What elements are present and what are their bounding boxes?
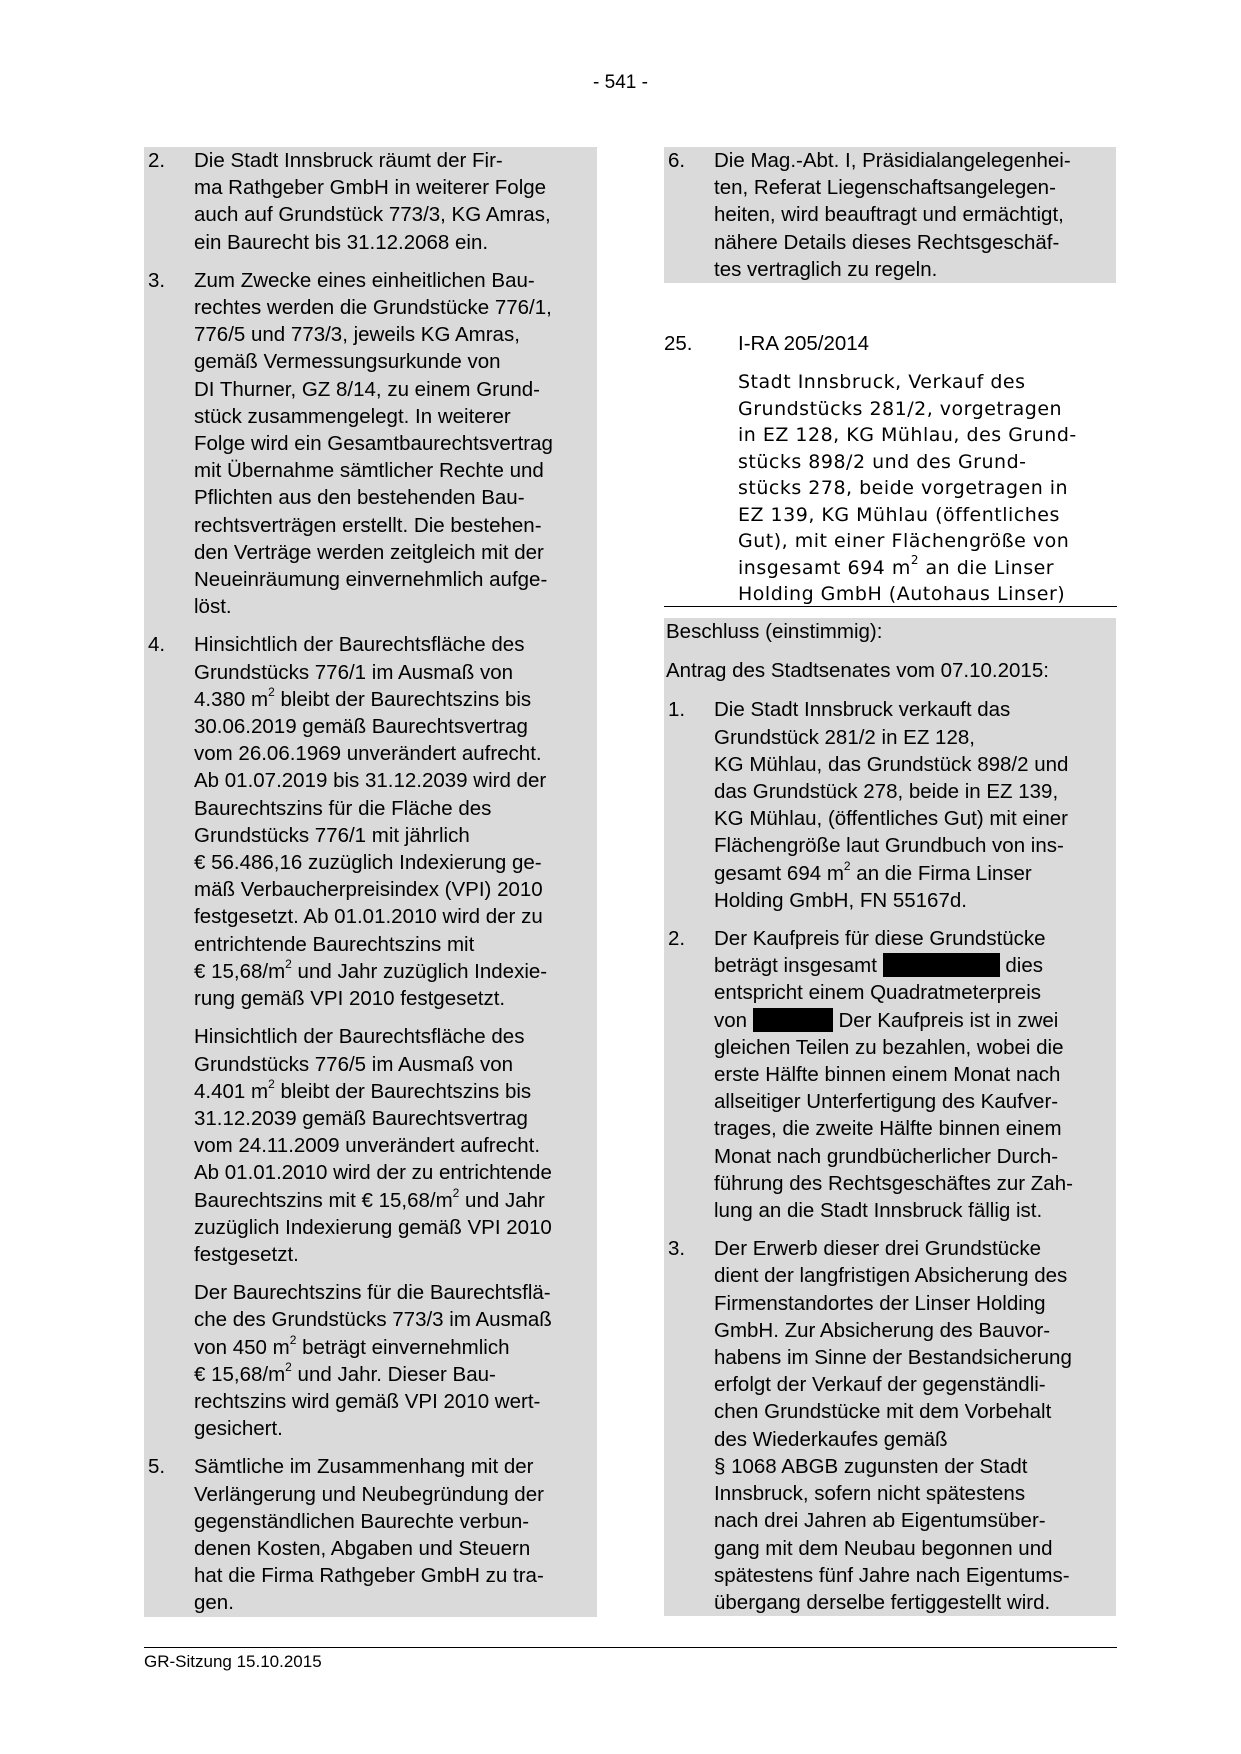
text-line: Ab 01.07.2019 bis 31.12.2039 wird der — [194, 769, 547, 793]
text-line: habens im Sinne der Bestandsicherung — [714, 1346, 1072, 1370]
item-number: 6. — [668, 149, 686, 172]
text-line: heiten, wird beauftragt und ermächtigt, — [714, 203, 1064, 227]
text-line: Grundstücks 776/1 mit jährlich — [194, 823, 470, 847]
text-line: ein Baurecht bis 31.12.2068 ein. — [194, 230, 489, 254]
text-line: trages, die zweite Hälfte binnen einem — [714, 1117, 1062, 1141]
text-line: Die Stadt Innsbruck räumt der Fir- — [194, 149, 503, 172]
text-line: dient der langfristigen Absicherung des — [714, 1264, 1068, 1288]
text-line: Verlängerung und Neubegründung der — [194, 1482, 544, 1506]
resolution-block — [664, 618, 1116, 1616]
right-top-block — [664, 147, 1116, 283]
text-line: Der Erwerb dieser drei Grundstücke — [714, 1237, 1041, 1261]
text-line: Holding GmbH, FN 55167d. — [714, 888, 967, 912]
text-line: erste Hälfte binnen einem Monat nach — [714, 1063, 1061, 1087]
text-line: entrichtende Baurechtszins mit — [194, 932, 475, 956]
text-line: gegenständlichen Baurechte verbun- — [194, 1509, 530, 1533]
text-line: festgesetzt. Ab 01.01.2010 wird der zu — [194, 905, 543, 929]
text-line: spätestens fünf Jahre nach Eigentums- — [714, 1563, 1070, 1587]
list-item-4 — [144, 631, 597, 1442]
text-line: Sämtliche im Zusammenhang mit der — [194, 1455, 534, 1479]
text-line: Der Kaufpreis für diese Grundstücke — [714, 927, 1046, 951]
resolution-item-2 — [664, 925, 1116, 1224]
redaction-box — [883, 953, 1000, 977]
text-line: stücks 278, beide vorgetragen in — [738, 477, 1069, 499]
text-line: nach drei Jahren ab Eigentumsüber- — [714, 1509, 1046, 1533]
agenda-subject — [738, 369, 1077, 608]
text-line: € $15,68/m^2$ und Jahr. Dieser Bau- — [194, 1359, 496, 1386]
text-line: in EZ 128, KG Mühlau, des Grund- — [738, 424, 1077, 446]
text-line: stücks 898/2 und des Grund- — [738, 450, 1027, 473]
text-line: lung an die Stadt Innsbruck fällig ist. — [714, 1199, 1043, 1223]
text-line: gesamt 694 $m^2$ an die Firma Linser — [714, 858, 1032, 885]
resolution-label: Beschluss (einstimmig): — [666, 620, 883, 643]
text-line: gleichen Teilen zu bezahlen, wobei die — [714, 1035, 1064, 1059]
text-line: 31.12.2039 gemäß Baurechtsvertrag — [194, 1106, 528, 1130]
text-line: nähere Details dieses Rechtsgeschäf- — [714, 230, 1060, 254]
text-line: Grundstücks 776/5 im Ausmaß von — [194, 1052, 514, 1076]
item-number: 2. — [148, 149, 166, 172]
text-line: vom 24.11.2009 unverändert aufrecht. — [194, 1134, 541, 1158]
text-line: hat die Firma Rathgeber GmbH zu tra- — [194, 1564, 544, 1588]
text-line: che des Grundstücks 773/3 im Ausmaß — [194, 1308, 552, 1332]
text-line: rechtes werden die Grundstücke 776/1, — [194, 296, 552, 320]
text-line: Innsbruck, sofern nicht spätestens — [714, 1482, 1026, 1506]
text-line: Flächengröße laut Grundbuch von ins- — [714, 834, 1064, 858]
text-line: 4.380 $m^2$ bleibt der Baurechtszins bis — [194, 685, 532, 711]
text-line: € 56.486,16 zuzüglich Indexierung ge- — [194, 851, 542, 875]
text-line: mäß Verbaucherpreisindex (VPI) 2010 — [194, 878, 543, 902]
text-line: den Verträge werden zeitgleich mit der — [194, 540, 544, 564]
text-line: festgesetzt. — [194, 1242, 299, 1266]
text-line: Der Baurechtszins für die Baurechtsflä- — [194, 1281, 551, 1305]
text-line: rechtszins wird gemäß VPI 2010 wert- — [194, 1389, 541, 1413]
text-line: gen. — [194, 1591, 234, 1615]
left-column — [144, 147, 597, 1617]
text-line: KG Mühlau, (öffentliches Gut) mit einer — [714, 807, 1068, 831]
text-line: des Wiederkaufes gemäß — [714, 1427, 948, 1451]
list-item-3 — [144, 267, 597, 621]
item-number: 4. — [148, 633, 166, 657]
item-number: 3. — [668, 1237, 686, 1261]
text-line: das Grundstück 278, beide in EZ 139, — [714, 780, 1059, 804]
text-line: 4.401 $m^2$ bleibt der Baurechtszins bis — [194, 1076, 532, 1103]
text-line: Holding GmbH (Autohaus Linser) — [738, 583, 1066, 605]
redaction-box — [753, 1008, 833, 1032]
text-line: insgesamt 694 $m^2$ an die Linser — [738, 553, 1055, 579]
text-line: chen Grundstücke mit dem Vorbehalt — [714, 1400, 1052, 1424]
text-line: mit Übernahme sämtlicher Rechte und — [194, 459, 544, 483]
text-line: GmbH. Zur Absicherung des Bauvor- — [714, 1318, 1051, 1342]
text-line: Folge wird ein Gesamtbaurechtsvertrag — [194, 432, 553, 456]
list-item-5 — [144, 1453, 597, 1616]
footer-session-label: GR-Sitzung 15.10.2015 — [144, 1652, 322, 1671]
text-line: Die Stadt Innsbruck verkauft das — [714, 698, 1011, 722]
resolution-item-1 — [664, 696, 1116, 914]
text-line: führung des Rechtsgeschäftes zur Zah- — [714, 1171, 1073, 1195]
text-line: von Der Kaufpreis ist in zwei — [714, 1008, 1059, 1032]
text-line: Ab 01.01.2010 wird der zu entrichtende — [194, 1161, 552, 1185]
list-item-6 — [664, 147, 1116, 283]
text-line: auch auf Grundstück 773/3, KG Amras, — [194, 203, 551, 227]
text-line: Hinsichtlich der Baurechtsfläche des — [194, 1025, 525, 1049]
text-line: Grundstücks 776/1 im Ausmaß von — [194, 660, 514, 684]
item-number: 1. — [668, 698, 686, 722]
text-line: Gut), mit einer Flächengröße von — [738, 530, 1070, 552]
text-line: gang mit dem Neubau begonnen und — [714, 1536, 1053, 1560]
agenda-code: I-RA 205/2014 — [738, 332, 870, 355]
text-line: tes vertraglich zu regeln. — [714, 257, 938, 281]
text-line: rechtsverträgen erstellt. Die bestehen- — [194, 513, 542, 537]
text-line: Baurechtszins für die Fläche des — [194, 796, 492, 820]
text-line: Pflichten aus den bestehenden Bau- — [194, 486, 525, 510]
text-line: gesichert. — [194, 1417, 283, 1441]
divider — [664, 606, 1117, 607]
text-line: Hinsichtlich der Baurechtsfläche des — [194, 633, 525, 657]
text-line: Grundstücks 281/2, vorgetragen — [738, 397, 1063, 420]
text-line: stück zusammengelegt. In weiterer — [194, 404, 511, 428]
text-line: Stadt Innsbruck, Verkauf des — [738, 371, 1026, 393]
text-line: zuzüglich Indexierung gemäß VPI 2010 — [194, 1215, 552, 1239]
text-line: allseitiger Unterfertigung des Kaufver- — [714, 1090, 1059, 1114]
text-line: gemäß Vermessungsurkunde von — [194, 350, 501, 374]
text-line: beträgt insgesamt dies — [714, 954, 1043, 978]
text-line: löst. — [194, 595, 232, 619]
list-item-2 — [144, 147, 597, 256]
text-line: vom 26.06.1969 unverändert aufrecht. — [194, 742, 542, 766]
text-line: Zum Zwecke eines einheitlichen Bau- — [194, 268, 535, 292]
text-line: Monat nach grundbücherlicher Durch- — [714, 1144, 1059, 1168]
text-line: DI Thurner, GZ 8/14, zu einem Grund- — [194, 377, 540, 401]
text-line: Neueinräumung einvernehmlich aufge- — [194, 568, 548, 592]
text-line: Firmenstandortes der Linser Holding — [714, 1291, 1046, 1315]
text-line: ten, Referat Liegenschaftsangelegen- — [714, 176, 1056, 200]
text-line: § 1068 ABGB zugunsten der Stadt — [714, 1454, 1028, 1478]
text-line: Die Mag.-Abt. I, Präsidialangelegenhei- — [714, 149, 1071, 172]
text-line: 776/5 und 773/3, jeweils KG Amras, — [194, 323, 520, 347]
text-line: EZ 139, KG Mühlau (öffentliches — [738, 503, 1060, 526]
item-number: 2. — [668, 927, 686, 951]
text-line: € $15,68/m^2$ und Jahr zuzüglich Indexie- — [194, 957, 548, 983]
footer-divider — [144, 1647, 1117, 1648]
item-number: 5. — [148, 1455, 166, 1479]
text-line: 30.06.2019 gemäß Baurechtsvertrag — [194, 715, 528, 739]
motion-label: Antrag des Stadtsenates vom 07.10.2015: — [666, 659, 1049, 683]
text-line: ma Rathgeber GmbH in weiterer Folge — [194, 176, 547, 200]
resolution-item-3 — [664, 1235, 1116, 1616]
page-number: - 541 - — [593, 72, 648, 93]
text-line: erfolgt der Verkauf der gegenständli- — [714, 1373, 1046, 1397]
text-line: Grundstück 281/2 in EZ 128, — [714, 725, 975, 749]
text-line: von 450 $m^2$ beträgt einvernehmlich — [194, 1332, 510, 1359]
agenda-number: 25. — [664, 332, 693, 355]
text-line: rung gemäß VPI 2010 festgesetzt. — [194, 987, 506, 1011]
item-number: 3. — [148, 268, 166, 292]
text-line: KG Mühlau, das Grundstück 898/2 und — [714, 752, 1069, 776]
text-line: Baurechtszins mit € $15,68/m^2$ und Jahr — [194, 1185, 545, 1212]
text-line: entspricht einem Quadratmeterpreis — [714, 981, 1042, 1005]
text-line: übergang derselbe fertiggestellt wird. — [714, 1590, 1051, 1614]
text-line: denen Kosten, Abgaben und Steuern — [194, 1536, 531, 1560]
